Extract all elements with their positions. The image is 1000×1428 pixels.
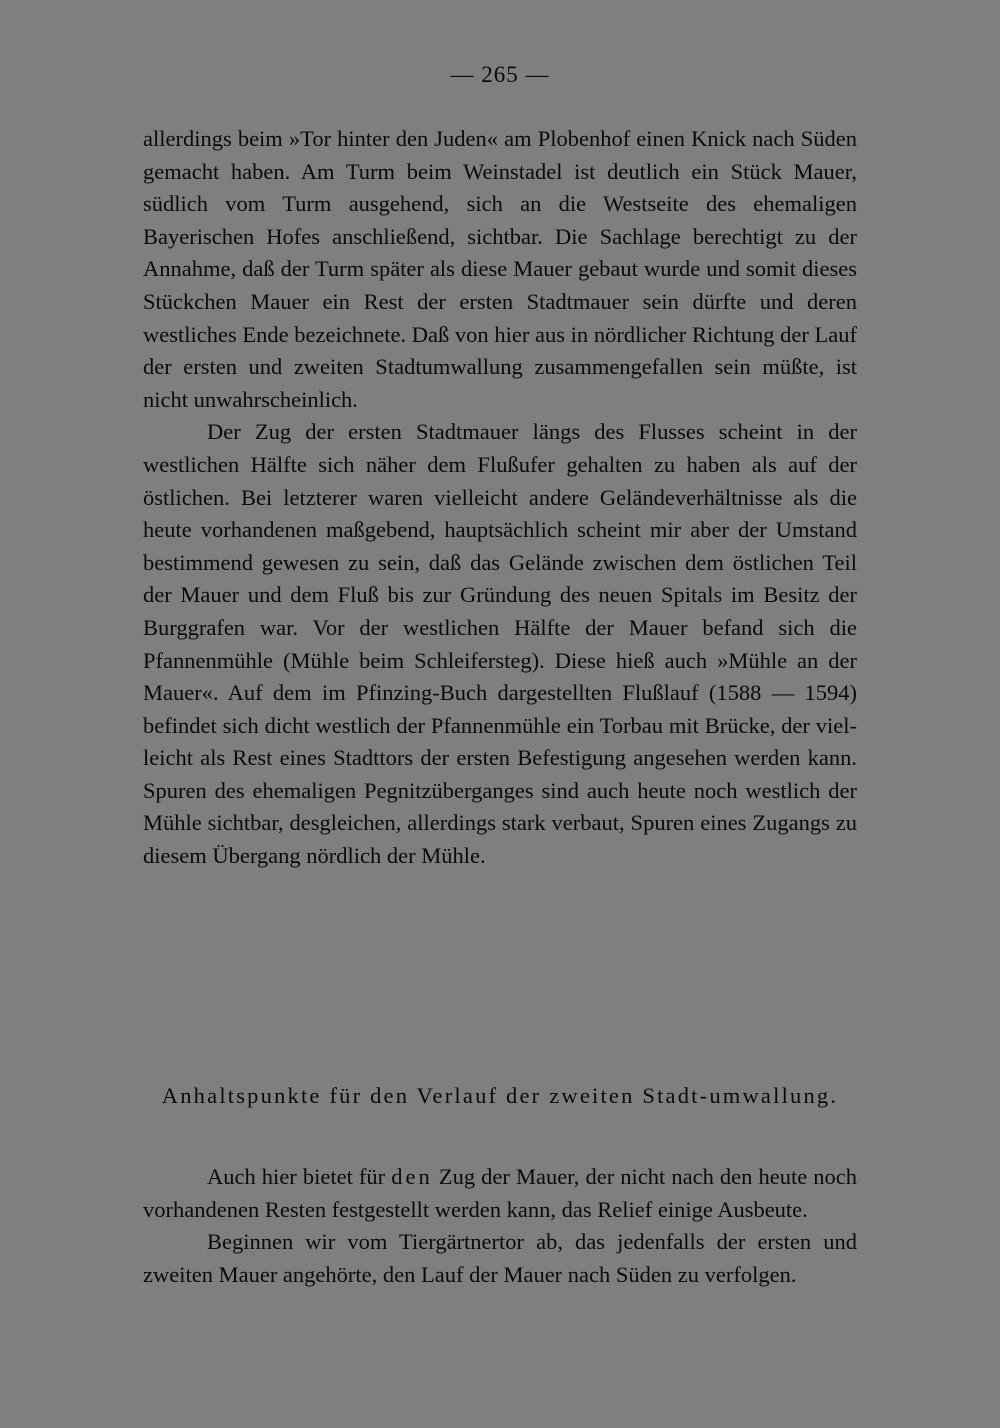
page-number: — 265 — <box>450 62 550 87</box>
text-block-top <box>143 123 857 873</box>
paragraph: Beginnen wir vom Tiergärtnertor ab, das jedenfalls der ersten und zweiten Mauer angehörte, den Lauf der Mauer nach Süden zu verfolgen. <box>143 1229 857 1287</box>
paragraph-text: Zug der Mauer, der nicht nach den heute noch vorhandenen Resten festgestellt werden kann, das Relief einige Ausbeute. <box>143 1164 858 1222</box>
emphasized-word: den <box>391 1164 433 1189</box>
section-heading: Anhaltspunkte für den Verlauf der zweiten Stadt-umwallung. <box>161 1083 839 1108</box>
paragraph <box>143 1161 857 1226</box>
paragraph: Der Zug der ersten Stadtmauer längs des Flusses scheint in der westlichen Hälfte sich näher dem Flußufer gehalten zu haben als auf der östlichen. Bei letzterer waren vielleicht andere Geländeverhältnisse als die heute vorhandenen maßgebend, hauptsächlich scheint mir aber der Umstand bestimmend gewesen zu sein, daß das Gelände zwischen dem östlichen Teil der Mauer und dem Fluß bis zur Gründung des neuen Spitals im Besitz der Burggrafen war. Vor der westlichen Hälfte der Mauer befand sich die Pfannenmühle (Mühle beim Schleifersteg). Diese hieß auch »Mühle an der Mauer«. Auf dem im Pfinzing-Buch dargestellten Flußlauf (1588 — 1594) befindet sich dicht westlich der Pfannenmühle ein Torbau mit Brücke, der vielleicht als Rest eines Stadttors der ersten Befestigung angesehen werden kann. Spuren des ehemaligen Pegnitzüberganges sind auch heute noch westlich der Mühle sichtbar, desgleichen, allerdings stark verbaut, Spuren eines Zugangs zu diesem Übergang nördlich der Mühle. <box>143 419 857 869</box>
paragraph-text: Auch hier bietet für <box>207 1164 392 1189</box>
text-block-bottom <box>143 1161 857 1291</box>
paragraph: allerdings beim »Tor hinter den Juden« am Plobenhof einen Knick nach Süden gemacht haben. Am Turm beim Weinstadel ist deutlich ein Stück Mauer, südlich vom Turm ausgehend, sich an die Westseite des ehemaligen Bayerischen Hofes anschließend, sichtbar. Die Sachlage berechtigt zu der Annahme, daß der Turm später als diese Mauer gebaut wurde und somit dieses Stückchen Mauer ein Rest der ersten Stadtmauer sein dürfte und deren westliches Ende bezeichnete. Daß von hier aus in nördlicher Richtung der Lauf der ersten und zweiten Stadtumwallung zusammengefallen sein müßte, ist nicht unwahrscheinlich. <box>143 126 857 412</box>
